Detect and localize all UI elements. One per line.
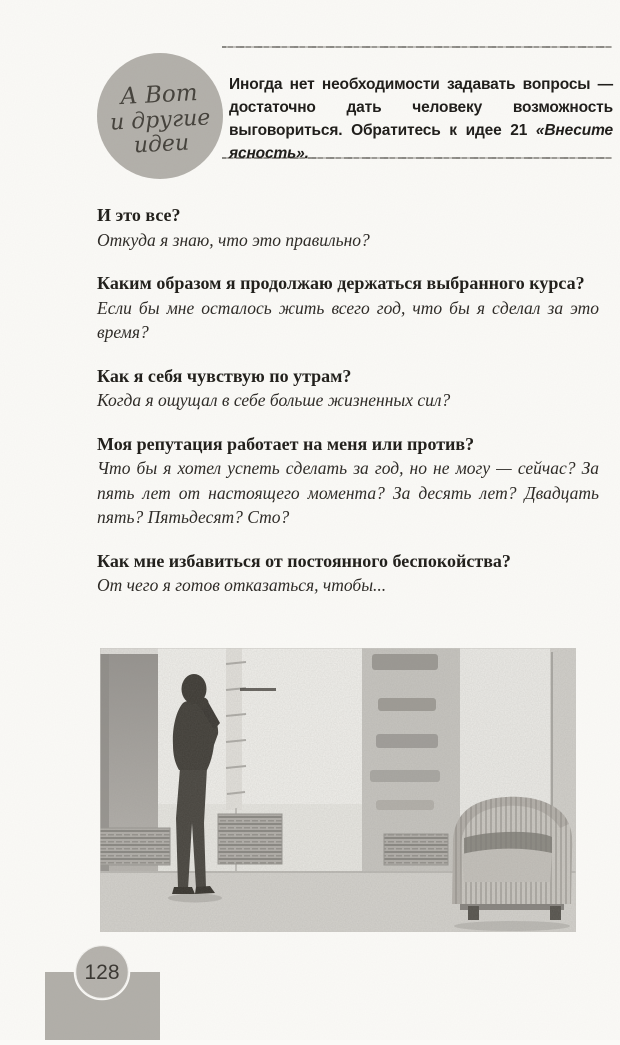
qa-section xyxy=(97,271,599,345)
question-text: Моя репутация работает на меня или против? xyxy=(97,433,475,454)
qa-section xyxy=(97,203,599,252)
question-text: Как я себя чувствую по утрам? xyxy=(97,365,352,386)
photo-man-by-window xyxy=(100,648,576,932)
qa-section xyxy=(97,364,599,413)
callout-text: Иногда нет необходимости задавать вопросы — достаточно дать человеку возможность выговориться. Обратитесь к идее 21 xyxy=(229,75,613,139)
page-number-graphic xyxy=(40,941,170,1040)
ideas-stamp-badge xyxy=(94,50,226,182)
answer-text: Когда я ощущал в себе больше жизненных сил? xyxy=(97,390,451,410)
callout-idea-reference: «Внесите ясность». xyxy=(229,121,613,162)
question-text: И это все? xyxy=(97,205,181,225)
ideas-stamp-graphic xyxy=(94,50,226,182)
divider-top xyxy=(222,46,612,48)
qa-section xyxy=(97,549,599,598)
callout-paragraph xyxy=(229,73,613,165)
question-list xyxy=(97,203,599,617)
question-text: Каким образом я продолжаю держаться выбранного курса? xyxy=(97,273,585,293)
page-number-block xyxy=(40,941,170,1040)
qa-section xyxy=(97,432,599,530)
answer-text: Что бы я хотел успеть сделать за год, но не могу — сейчас? За пять лет от настоящего момента? За десять лет? Двадцать пять? Пятьдесят? Сто? xyxy=(97,458,599,527)
answer-text: Если бы мне осталось жить всего год, что бы я сделал за это время? xyxy=(97,297,599,342)
answer-text: Откуда я знаю, что это правильно? xyxy=(97,229,370,250)
photo-illustration xyxy=(100,648,576,932)
stamp-line-2: и другие xyxy=(109,105,211,136)
page-number: 128 xyxy=(84,961,120,984)
question-text: Как мне избавиться от постоянного беспокойства? xyxy=(97,550,511,571)
photo-grain xyxy=(100,648,576,932)
stamp-line-3: идеи xyxy=(133,130,190,159)
answer-text: От чего я готов отказаться, чтобы... xyxy=(97,575,387,595)
stamp-line-1: А Вот xyxy=(119,80,199,111)
